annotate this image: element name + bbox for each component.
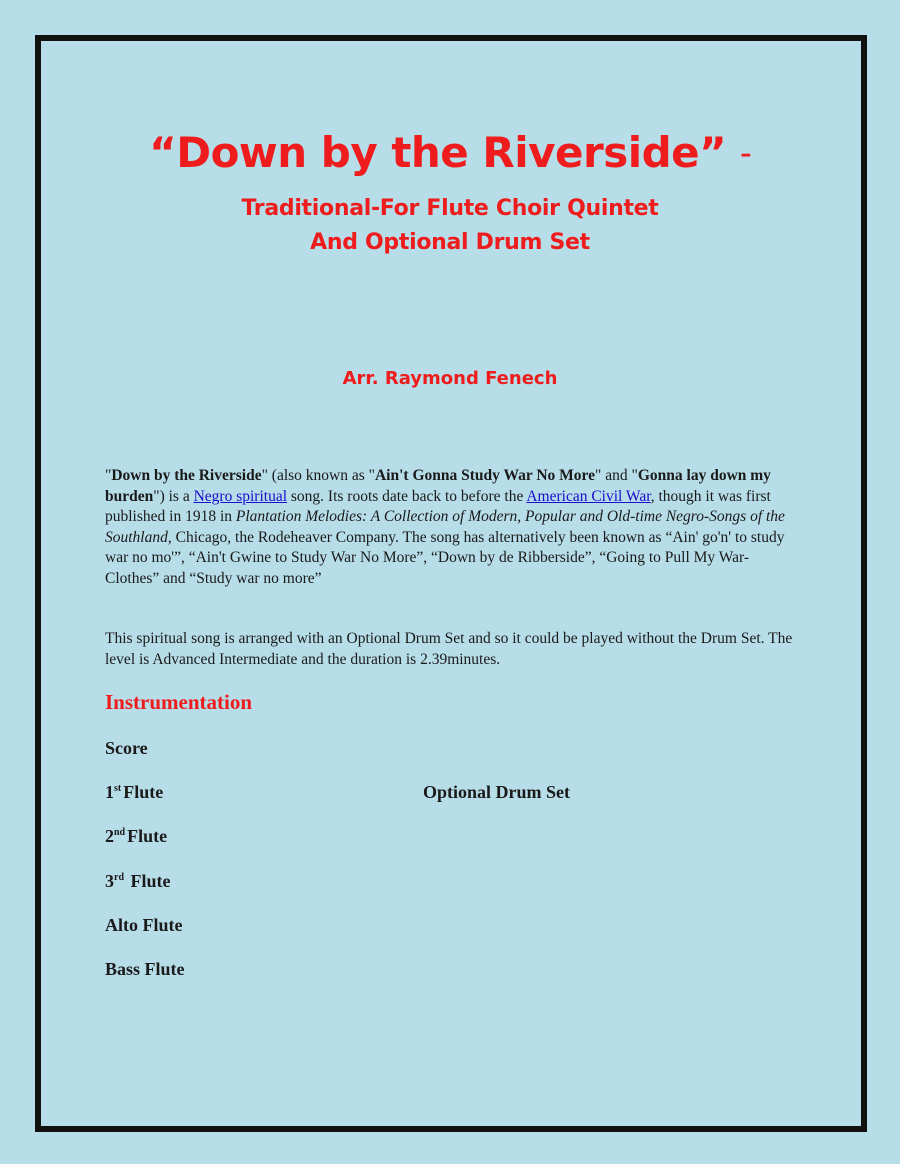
instrument-flute-1 [105,782,163,803]
text-span: " (also known as " [261,467,375,484]
title-text: “Down by the Riverside” [149,128,727,177]
text-span: " and " [595,467,638,484]
instrument-label: Flute [130,871,171,891]
ordinal-suffix: nd [114,827,126,838]
ordinal-number: 1 [105,782,114,802]
song-title-bold: Down by the Riverside [111,467,262,484]
ordinal-suffix: rd [114,872,124,883]
text-span: song. Its roots date back to before the [287,487,527,505]
text-span: , Chicago, the Rodeheaver Company. The song has alternatively been known as “Ain' go'n' to study war no mo'”, “Ain't Gwine to Study War No More”, “Down by de Ribberside”, “Going to Pull My War-Clothes” and “Study war no more” [105,528,785,587]
instrument-drum-set: Optional Drum Set [423,782,571,802]
quote-mark: " [105,467,112,484]
instrument-bass-flute: Bass Flute [105,959,185,979]
alt-title-bold: Ain't Gonna Study War No More [374,467,596,484]
ordinal-suffix: st [114,783,122,794]
page-title [0,128,900,177]
american-civil-war-link[interactable]: American Civil War [526,487,651,505]
text-span: ") is a [153,487,194,505]
publication-title-italic: Plantation Melodies: A Collection of Modern, Popular and Old-time Negro-Songs of the Southland [105,508,785,546]
instrument-label: Flute [127,826,168,846]
instrument-flute-2 [105,826,167,847]
instrumentation-heading: Instrumentation [105,690,253,714]
instrument-label: Flute [123,782,164,802]
ordinal-number: 3 [105,871,114,891]
alt-title-bold: Gonna lay down my burden [105,467,771,505]
description-paragraph [105,466,795,589]
subtitle-line-1: Traditional-For Flute Choir Quintet [241,196,659,221]
instrument-score: Score [105,738,148,758]
ordinal-number: 2 [105,826,114,846]
text-span: , though it was first published in 1918 in [105,487,771,525]
arrangement-note: This spiritual song is arranged with an Optional Drum Set and so it could be played without the Drum Set. The level is Advanced Intermediate and the duration is 2.39minutes. [105,630,793,668]
title-dash: – [740,142,751,167]
arranger-credit: Arr. Raymond Fenech [342,368,558,389]
subtitle-line-2: And Optional Drum Set [310,230,590,255]
negro-spiritual-link[interactable]: Negro spiritual [193,487,288,505]
instrument-flute-3 [105,871,171,892]
instrument-alto-flute: Alto Flute [105,915,183,935]
